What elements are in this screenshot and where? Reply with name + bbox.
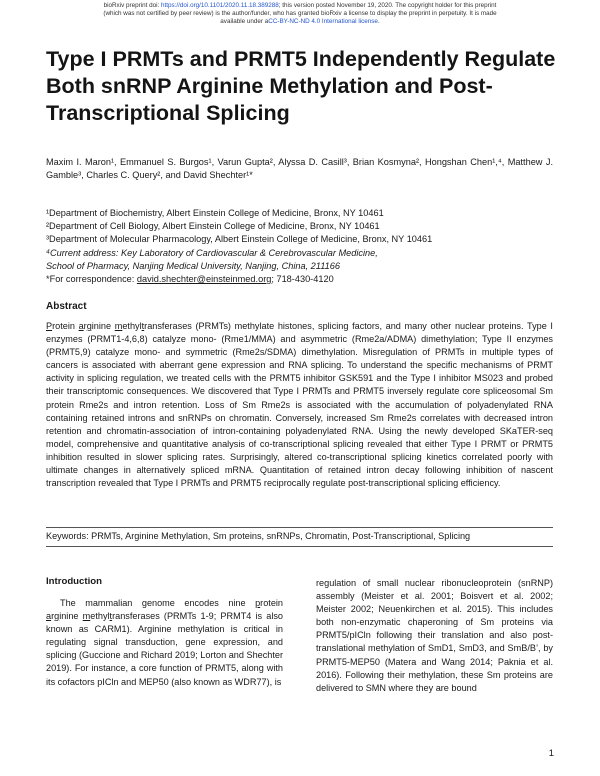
introduction-heading: Introduction xyxy=(46,576,102,587)
notice-line-2: (which was not certified by peer review) is the author/funder, who has granted bioRxiv a license to display the preprint in perpetuity. It is made xyxy=(103,10,497,17)
keywords-rule-top xyxy=(46,527,553,528)
page-number: 1 xyxy=(548,748,554,759)
affiliation-1: ¹Department of Biochemistry, Albert Einstein College of Medicine, Bronx, NY 10461 xyxy=(46,208,384,218)
affiliation-2: ²Department of Cell Biology, Albert Einstein College of Medicine, Bronx, NY 10461 xyxy=(46,221,380,232)
preprint-notice xyxy=(0,2,600,26)
paper-title: Type I PRMTs and PRMT5 Independently Regulate Both snRNP Arginine Methylation and Post-Transcriptional Splicing xyxy=(46,47,556,125)
abstract-heading: Abstract xyxy=(46,301,87,312)
license-link[interactable]: CC-BY-NC-ND 4.0 International license xyxy=(268,18,378,25)
introduction-right-column: regulation of small nuclear ribonucleoprotein (snRNP) assembly (Meister et al. 2001; Boisvert et al. 2002; Meister 2002; Neuenkirchen et al. 2015). This includes both non-enzymatic chaperoning of Sm proteins via PRMT5/pICln following their translation and also post-translational methylation of SmD1, SmD3, and SmB/B’, by PRMT5-MEP50 (Matera and Wang 2014; Paknia et al. 2016). Following their methylation, these Sm proteins are delivered to SMN where they are bound xyxy=(316,578,553,693)
keywords: Keywords: PRMTs, Arginine Methylation, Sm proteins, snRNPs, Chromatin, Post-Transcriptional, Splicing xyxy=(46,531,471,541)
notice-line-3: available under aCC-BY-NC-ND 4.0 International license. xyxy=(220,18,380,25)
keywords-rule-bottom xyxy=(46,546,553,547)
email-link[interactable]: david.shechter@einsteinmed.org xyxy=(136,274,272,285)
current-address-line-2: School of Pharmacy, Nanjing Medical University, Nanjing, China, 211166 xyxy=(46,260,340,271)
abstract-text: Protein arginine methyltransferases (PRMTs) methylate histones, splicing factors, and many other nuclear proteins. Type I enzymes (PRMT1-4,6,8) catalyze mono- (Rme1/MMA) and asymmetric (Rme2a/ADMA) dimethylation; Type II enzymes (PRMT5,9) catalyze mono- and symmetric (Rme2s/SDMA) dimethylation. Misregulation of PRMTs in multiple types of cancers is associated with aberrant gene expression and RNA splicing. To understand the specific mechanisms of PRMT activity in splicing regulation, we treated cells with the PRMT5 inhibitor GSK591 and the Type I inhibitor MS023 and probed their transcriptomic consequences. We discovered that Type I PRMTs and PRMT5 inversely regulate core spliceosomal Sm protein Rme2s and intron retention. Loss of Sm Rme2s is associated with the accumulation of polyadenylated RNA containing retained introns and snRNPs on chromatin. Conversely, increased Sm Rme2s correlates with decreased intron retention and chromatin-association of intron-containing polyadenylated RNA. Using the newly developed SKaTER-seq model, comprehensive and quantitative analysis of co-transcriptional splicing revealed that either Type I PRMT or PRMT5 inhibition resulted in slower splicing rates. Surprisingly, altered co-transcriptional splicing kinetics correlated poorly with ultimate changes in alternatively spliced mRNA. Quantitation of retained intron decay following inhibition of nascent transcription revealed that Type I PRMTs and PRMT5 reciprocally regulate post-transcriptional splicing efficiency. xyxy=(46,321,553,489)
affiliation-3: ³Department of Molecular Pharmacology, Albert Einstein College of Medicine, Bronx, NY 10461 xyxy=(46,234,433,245)
introduction-left-column xyxy=(46,597,283,689)
correspondence: *For correspondence: david.shechter@einsteinmed.org; 718-430-4120 xyxy=(46,274,334,285)
affiliations xyxy=(46,207,556,286)
introduction-paragraph: The mammalian genome encodes nine protein arginine methyltransferases (PRMTs 1-9; PRMT4 is also known as CARM1). Arginine methylation is critical in regulating signal transduction, gene expression, and splicing (Guccione and Richard 2019; Lorton and Shechter 2019). For instance, a core function of PRMT5, along with its cofactors pICln and MEP50 (also known as WDR77), is xyxy=(46,598,283,687)
current-address-line-1: ⁴Current address: Key Laboratory of Cardiovascular & Cerebrovascular Medicine, xyxy=(46,247,378,258)
notice-line-1: bioRxiv preprint doi: https://doi.org/10.1101/2020.11.18.389288; this version posted November 19, 2020. The copyright holder for this preprint xyxy=(103,2,497,9)
doi-link[interactable]: https://doi.org/10.1101/2020.11.18.389288 xyxy=(161,2,279,9)
author-list: Maxim I. Maron¹, Emmanuel S. Burgos¹, Varun Gupta², Alyssa D. Casill³, Brian Kosmyna², Hongshan Chen¹,⁴, Matthew J. Gamble³, Charles C. Query², and David Shechter¹* xyxy=(46,157,553,180)
